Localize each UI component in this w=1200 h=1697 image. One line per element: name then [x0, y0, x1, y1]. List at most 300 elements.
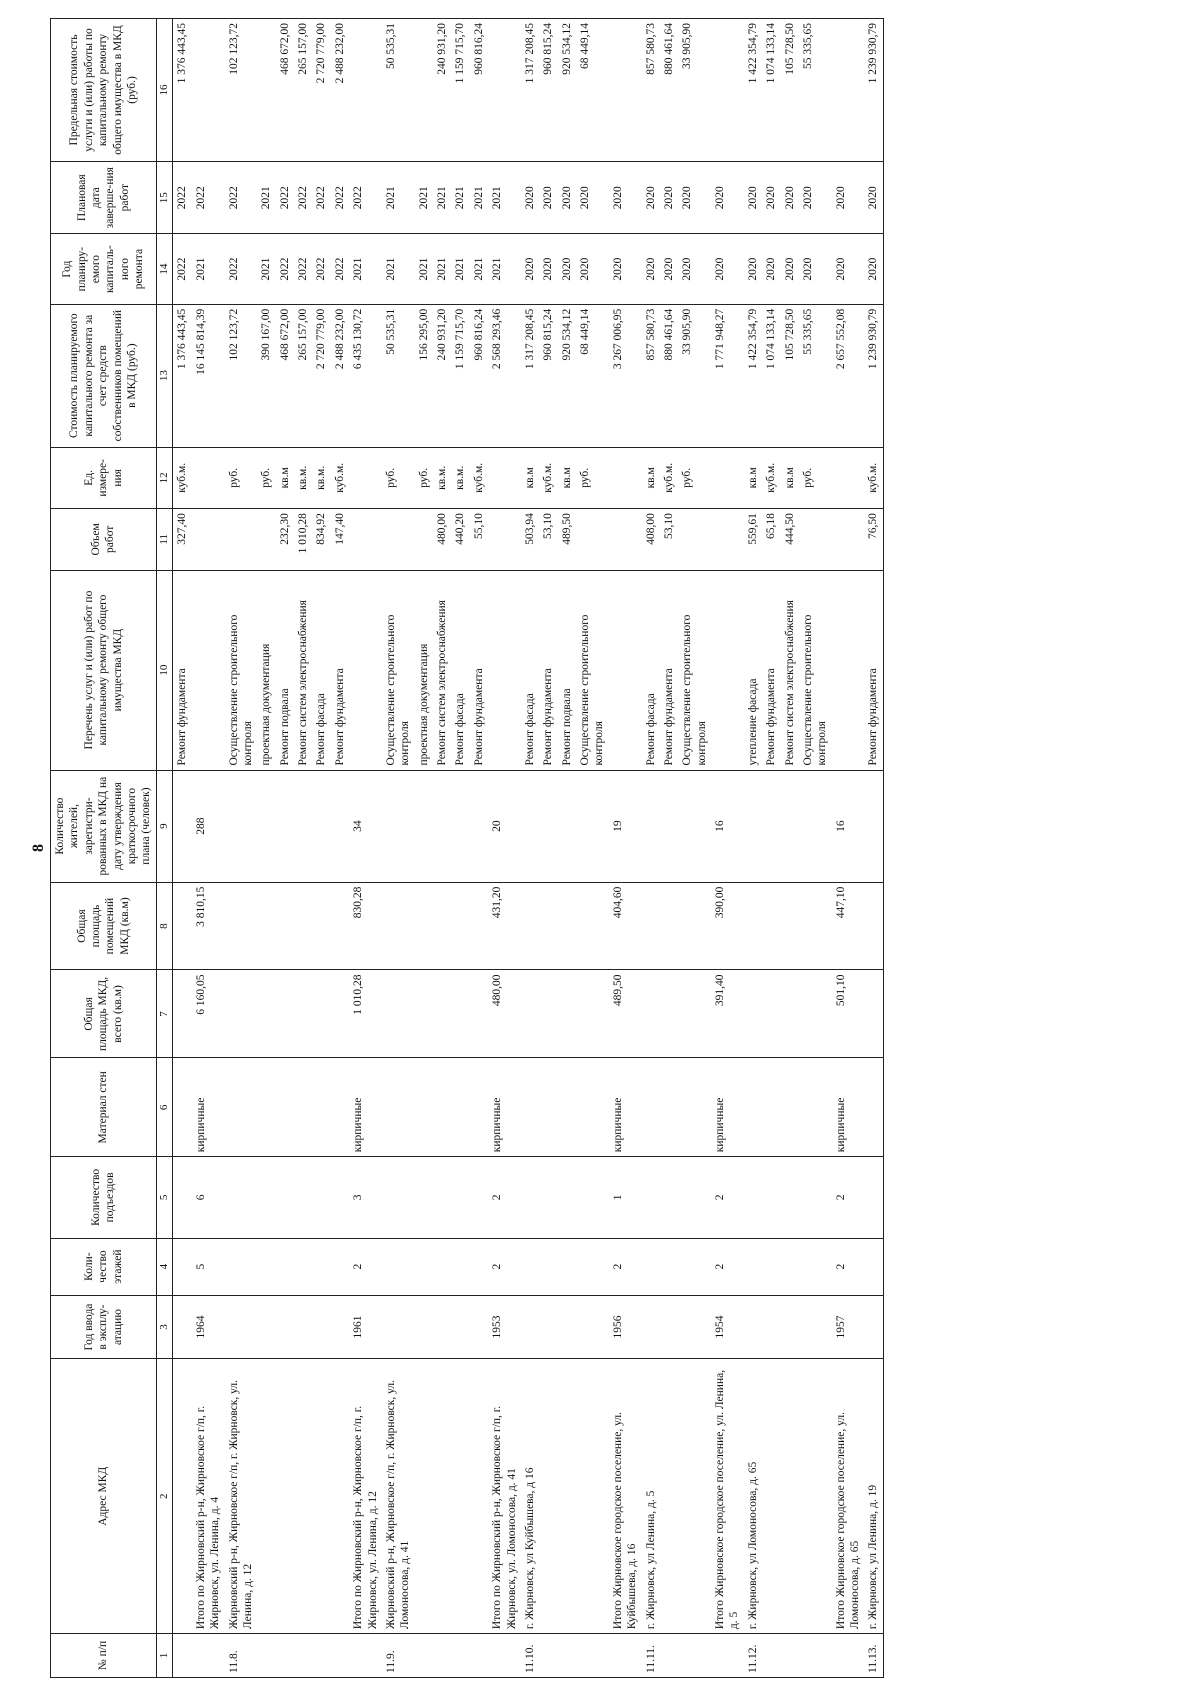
table-cell: 68 449,14 [576, 19, 609, 162]
table-cell [642, 882, 660, 970]
table-cell: кв.м [642, 447, 660, 509]
table-cell [451, 1634, 469, 1678]
table-cell: утепление фасада [744, 570, 762, 770]
table-cell [521, 1157, 539, 1238]
table-cell [642, 1058, 660, 1157]
table-cell [276, 1295, 294, 1359]
column-number-row [156, 19, 173, 1678]
table-cell [609, 509, 642, 571]
table-cell: 2020 [864, 234, 883, 304]
table-cell [660, 882, 678, 970]
table-cell: 391,40 [711, 970, 744, 1058]
table-cell: 20 [488, 770, 521, 882]
table-cell [470, 1058, 488, 1157]
table-cell [192, 19, 225, 162]
table-body [173, 19, 883, 1678]
table-cell: Итого Жирновское городское поселение, ул. Ломоносова, д. 65 [832, 1359, 865, 1634]
table-cell: 1 317 208,45 [521, 304, 539, 447]
table-cell [711, 570, 744, 770]
table-cell [415, 1359, 433, 1634]
table-cell [799, 970, 832, 1058]
table-cell [558, 1157, 576, 1238]
table-cell: 2020 [558, 161, 576, 234]
table-cell: 2 720 779,00 [312, 304, 330, 447]
table-cell [781, 1359, 799, 1634]
table-cell [539, 1058, 557, 1157]
column-number: 11 [156, 509, 173, 571]
table-cell: 55 335,65 [799, 19, 832, 162]
table-row [276, 19, 294, 1678]
table-cell: 480,00 [488, 970, 521, 1058]
table-cell: 1 422 354,79 [744, 304, 762, 447]
table-cell [312, 882, 330, 970]
table-cell [660, 770, 678, 882]
table-cell: 2021 [415, 234, 433, 304]
table-cell [415, 1058, 433, 1157]
table-cell [781, 970, 799, 1058]
table-cell [382, 1295, 415, 1359]
table-cell [558, 770, 576, 882]
table-row [225, 19, 258, 1678]
table-cell: Осуществление строительного контроля [225, 570, 258, 770]
table-cell [781, 1238, 799, 1295]
table-cell: 2020 [744, 234, 762, 304]
table-cell: г. Жирновск, ул Куйбышева, д 16 [521, 1359, 539, 1634]
table-cell [781, 770, 799, 882]
table-row [678, 19, 711, 1678]
table-cell: Ремонт фасада [642, 570, 660, 770]
column-header: Объем работ [51, 509, 157, 571]
table-cell: Ремонт фундамента [864, 570, 883, 770]
table-cell [433, 1359, 451, 1634]
table-cell [762, 1359, 780, 1634]
table-cell: 1953 [488, 1295, 521, 1359]
table-cell [864, 970, 883, 1058]
table-row [642, 19, 660, 1678]
table-cell [173, 1295, 192, 1359]
column-header: Адрес МКД [51, 1359, 157, 1634]
table-cell: 2022 [312, 161, 330, 234]
table-cell: 444,50 [781, 509, 799, 571]
table-cell: кв.м [781, 447, 799, 509]
table-cell: кирпичные [488, 1058, 521, 1157]
table-cell [660, 1157, 678, 1238]
table-cell [192, 509, 225, 571]
table-cell: 2022 [173, 234, 192, 304]
table-cell [433, 1295, 451, 1359]
table-cell [382, 509, 415, 571]
table-cell [576, 509, 609, 571]
table-cell: куб.м. [173, 447, 192, 509]
table-row [294, 19, 312, 1678]
table-cell: 240 931,20 [433, 19, 451, 162]
table-row [744, 19, 762, 1678]
table-cell [488, 509, 521, 571]
table-cell [488, 570, 521, 770]
table-cell [331, 1058, 349, 1157]
table-cell [331, 1238, 349, 1295]
table-cell: 11.9. [382, 1634, 415, 1678]
column-number: 1 [156, 1634, 173, 1678]
table-row [832, 19, 865, 1678]
table-row [331, 19, 349, 1678]
table-cell: 2020 [539, 161, 557, 234]
table-cell: 2020 [678, 234, 711, 304]
table-cell [660, 970, 678, 1058]
table-cell: 76,50 [864, 509, 883, 571]
column-header: № п/п [51, 1634, 157, 1678]
table-cell [678, 970, 711, 1058]
table-row [864, 19, 883, 1678]
table-cell: Итого по Жирновский р-н, Жирновское г/п, г. Жирновск, ул. Ленина, д. 12 [349, 1359, 382, 1634]
table-cell [433, 882, 451, 970]
table-cell [312, 1157, 330, 1238]
column-header: Материал стен [51, 1058, 157, 1157]
table-cell [762, 1295, 780, 1359]
table-cell [576, 1058, 609, 1157]
table-cell: 2020 [660, 161, 678, 234]
table-cell [762, 882, 780, 970]
table-cell: 68 449,14 [576, 304, 609, 447]
table-cell [744, 770, 762, 882]
table-cell: куб.м. [660, 447, 678, 509]
table-cell: 2022 [312, 234, 330, 304]
table-cell: 2020 [678, 161, 711, 234]
table-cell [331, 1359, 349, 1634]
column-number: 4 [156, 1238, 173, 1295]
table-cell: 50 535,31 [382, 304, 415, 447]
column-number: 9 [156, 770, 173, 882]
table-cell [799, 770, 832, 882]
table-cell: 1 239 930,79 [864, 19, 883, 162]
table-cell: г. Жирновск, ул Ленина, д. 19 [864, 1359, 883, 1634]
table-cell: 440,20 [451, 509, 469, 571]
table-cell: 3 267 006,95 [609, 304, 642, 447]
table-cell [331, 1157, 349, 1238]
table-cell: 390 167,00 [257, 304, 275, 447]
table-cell [470, 1295, 488, 1359]
table-cell [294, 1634, 312, 1678]
table-cell [576, 1634, 609, 1678]
table-cell: 2020 [832, 234, 865, 304]
column-header: Предельная стоимость услуги и (или) работы по капитальному ремонту общего имущества в МКД (руб.) [51, 19, 157, 162]
table-cell: 2 [711, 1238, 744, 1295]
column-number: 13 [156, 304, 173, 447]
table-cell [433, 1157, 451, 1238]
table-cell [276, 770, 294, 882]
table-cell: 2021 [470, 234, 488, 304]
column-number: 16 [156, 19, 173, 162]
table-cell [576, 770, 609, 882]
table-cell [660, 1359, 678, 1634]
column-number: 10 [156, 570, 173, 770]
table-row [382, 19, 415, 1678]
table-cell: 156 295,00 [415, 304, 433, 447]
table-cell [799, 1058, 832, 1157]
table-cell: 2020 [539, 234, 557, 304]
table-cell: руб. [225, 447, 258, 509]
table-cell [173, 1238, 192, 1295]
table-cell: кв.м [521, 447, 539, 509]
table-cell [276, 882, 294, 970]
table-cell [451, 882, 469, 970]
table-cell [331, 1295, 349, 1359]
table-cell: 960 816,24 [470, 19, 488, 162]
table-cell [678, 1157, 711, 1238]
table-cell [521, 1295, 539, 1359]
table-cell: Ремонт фундамента [470, 570, 488, 770]
table-cell: 960 815,24 [539, 304, 557, 447]
table-cell: 1 376 443,45 [173, 304, 192, 447]
table-cell: 2020 [799, 161, 832, 234]
table-cell: 1 159 715,70 [451, 19, 469, 162]
table-cell [225, 882, 258, 970]
table-cell [257, 770, 275, 882]
column-header: Год планиру-емого капиталь-ного ремонта [51, 234, 157, 304]
table-cell: 2021 [349, 234, 382, 304]
table-cell: 11.10. [521, 1634, 539, 1678]
table-cell: 11.12. [744, 1634, 762, 1678]
table-cell: 2020 [781, 234, 799, 304]
table-row [451, 19, 469, 1678]
column-header: Количество подъездов [51, 1157, 157, 1238]
table-cell [762, 1238, 780, 1295]
table-cell: 2021 [415, 161, 433, 234]
table-cell: проектная документация [415, 570, 433, 770]
table-cell [521, 770, 539, 882]
table-cell [349, 19, 382, 162]
table-cell [451, 1157, 469, 1238]
table-row [660, 19, 678, 1678]
table-cell: 960 816,24 [470, 304, 488, 447]
table-cell [415, 970, 433, 1058]
table-cell: 265 157,00 [294, 304, 312, 447]
table-cell: Ремонт подвала [276, 570, 294, 770]
table-cell: 503,94 [521, 509, 539, 571]
table-cell [382, 1157, 415, 1238]
table-cell: 880 461,64 [660, 304, 678, 447]
table-cell [294, 882, 312, 970]
table-cell: куб.м. [864, 447, 883, 509]
table-cell [762, 970, 780, 1058]
column-number: 8 [156, 882, 173, 970]
table-cell: 1 [609, 1157, 642, 1238]
table-cell [276, 1058, 294, 1157]
table-cell: 50 535,31 [382, 19, 415, 162]
table-cell: 2022 [331, 234, 349, 304]
table-cell [312, 1295, 330, 1359]
table-row [799, 19, 832, 1678]
column-header: Стоимость планируемого капитального ремонта за счет средств собственников помещений в МКД (руб.) [51, 304, 157, 447]
table-cell: 2 [488, 1157, 521, 1238]
table-cell: Ремонт систем электроснабжения [433, 570, 451, 770]
table-cell: 1 010,28 [294, 509, 312, 571]
table-cell [864, 882, 883, 970]
table-cell [539, 1157, 557, 1238]
table-cell [711, 1634, 744, 1678]
table-cell [192, 1634, 225, 1678]
table-cell: 2021 [257, 234, 275, 304]
table-cell [521, 1238, 539, 1295]
table-cell [799, 1295, 832, 1359]
table-cell [832, 570, 865, 770]
table-cell: 19 [609, 770, 642, 882]
table-cell [660, 1058, 678, 1157]
table-cell [678, 509, 711, 571]
table-cell [609, 19, 642, 162]
table-cell: Жирновский р-н, Жирновское г/п, г. Жирновск, ул. Ломоносова, д. 41 [382, 1359, 415, 1634]
table-cell: 1 376 443,45 [173, 19, 192, 162]
table-cell: 16 [832, 770, 865, 882]
table-cell: 1 422 354,79 [744, 19, 762, 162]
table-cell: Осуществление строительного контроля [576, 570, 609, 770]
table-cell [678, 1238, 711, 1295]
table-cell: руб. [678, 447, 711, 509]
table-cell: 2022 [173, 161, 192, 234]
table-cell: Ремонт фундамента [660, 570, 678, 770]
table-cell: Осуществление строительного контроля [678, 570, 711, 770]
table-cell [294, 1157, 312, 1238]
table-row [711, 19, 744, 1678]
column-header: Коли-чество этажей [51, 1238, 157, 1295]
table-cell [678, 1058, 711, 1157]
table-cell: 2020 [781, 161, 799, 234]
table-cell: 2021 [433, 161, 451, 234]
table-cell [331, 882, 349, 970]
column-number: 3 [156, 1295, 173, 1359]
table-cell: 1 239 930,79 [864, 304, 883, 447]
table-cell [294, 1295, 312, 1359]
table-cell: 240 931,20 [433, 304, 451, 447]
table-cell: 53,10 [660, 509, 678, 571]
table-cell [312, 1238, 330, 1295]
table-cell [294, 970, 312, 1058]
column-number: 5 [156, 1157, 173, 1238]
table-cell [678, 1634, 711, 1678]
table-cell [225, 509, 258, 571]
table-cell: 55,10 [470, 509, 488, 571]
table-cell: руб. [576, 447, 609, 509]
table-cell: 53,10 [539, 509, 557, 571]
table-cell [331, 1634, 349, 1678]
table-cell [521, 882, 539, 970]
table-cell: Итого по Жирновский р-н, Жирновское г/п, г. Жирновск, ул. Ленина, д. 4 [192, 1359, 225, 1634]
table-cell: 2 [488, 1238, 521, 1295]
table-cell [382, 1058, 415, 1157]
table-cell [558, 1238, 576, 1295]
table-cell [558, 882, 576, 970]
table-cell [799, 1157, 832, 1238]
table-cell [539, 970, 557, 1058]
table-cell [451, 1295, 469, 1359]
table-cell [832, 509, 865, 571]
table-cell [799, 1359, 832, 1634]
table-cell [609, 447, 642, 509]
table-cell: 2021 [488, 161, 521, 234]
table-cell: 559,61 [744, 509, 762, 571]
table-cell [744, 970, 762, 1058]
table-cell [451, 970, 469, 1058]
table-cell: 1954 [711, 1295, 744, 1359]
table-cell: 468 672,00 [276, 304, 294, 447]
table-cell: 480,00 [433, 509, 451, 571]
table-cell [192, 570, 225, 770]
table-cell: 1964 [192, 1295, 225, 1359]
table-cell: 1 771 948,27 [711, 304, 744, 447]
table-cell [294, 770, 312, 882]
column-number: 6 [156, 1058, 173, 1157]
table-cell: Ремонт систем электроснабжения [294, 570, 312, 770]
table-cell: 2022 [331, 161, 349, 234]
table-cell [331, 770, 349, 882]
table-cell: 105 728,50 [781, 19, 799, 162]
table-cell: 2020 [521, 161, 539, 234]
table-cell: Ремонт подвала [558, 570, 576, 770]
table-cell [382, 770, 415, 882]
table-cell [832, 19, 865, 162]
table-header-row [51, 19, 157, 1678]
table-cell [415, 1157, 433, 1238]
table-cell: 3 810,15 [192, 882, 225, 970]
table-row [173, 19, 192, 1678]
table-cell: 6 435 130,72 [349, 304, 382, 447]
table-cell: 408,00 [642, 509, 660, 571]
table-cell: 147,40 [331, 509, 349, 571]
table-cell: 11.8. [225, 1634, 258, 1678]
table-cell [744, 1295, 762, 1359]
table-cell [488, 19, 521, 162]
table-cell [415, 1295, 433, 1359]
table-cell: 2 [711, 1157, 744, 1238]
table-cell [349, 509, 382, 571]
column-header: Ед. измере-ния [51, 447, 157, 509]
table-cell: 16 145 814,39 [192, 304, 225, 447]
table-cell [539, 1238, 557, 1295]
table-cell: 105 728,50 [781, 304, 799, 447]
table-cell [382, 882, 415, 970]
table-cell: 390,00 [711, 882, 744, 970]
table-cell: 2020 [642, 234, 660, 304]
table-cell: 857 580,73 [642, 19, 660, 162]
table-cell [173, 882, 192, 970]
table-cell: 55 335,65 [799, 304, 832, 447]
table-cell [225, 1295, 258, 1359]
table-cell: 33 905,90 [678, 19, 711, 162]
table-cell [470, 1359, 488, 1634]
table-cell [488, 1634, 521, 1678]
table-cell [451, 770, 469, 882]
table-cell [864, 1295, 883, 1359]
table-cell: 431,20 [488, 882, 521, 970]
table-cell: 2020 [744, 161, 762, 234]
table-cell: 2022 [294, 161, 312, 234]
table-cell [173, 1634, 192, 1678]
table-cell [257, 509, 275, 571]
column-number: 7 [156, 970, 173, 1058]
table-cell: кирпичные [192, 1058, 225, 1157]
table-cell [257, 1634, 275, 1678]
table-cell [225, 1058, 258, 1157]
table-cell: 857 580,73 [642, 304, 660, 447]
table-cell: кв.м [744, 447, 762, 509]
table-cell: 2 488 232,00 [331, 19, 349, 162]
table-cell: 1 074 133,14 [762, 304, 780, 447]
table-cell [470, 1634, 488, 1678]
table-cell: 960 815,24 [539, 19, 557, 162]
table-cell [864, 770, 883, 882]
table-cell [470, 970, 488, 1058]
table-row [558, 19, 576, 1678]
